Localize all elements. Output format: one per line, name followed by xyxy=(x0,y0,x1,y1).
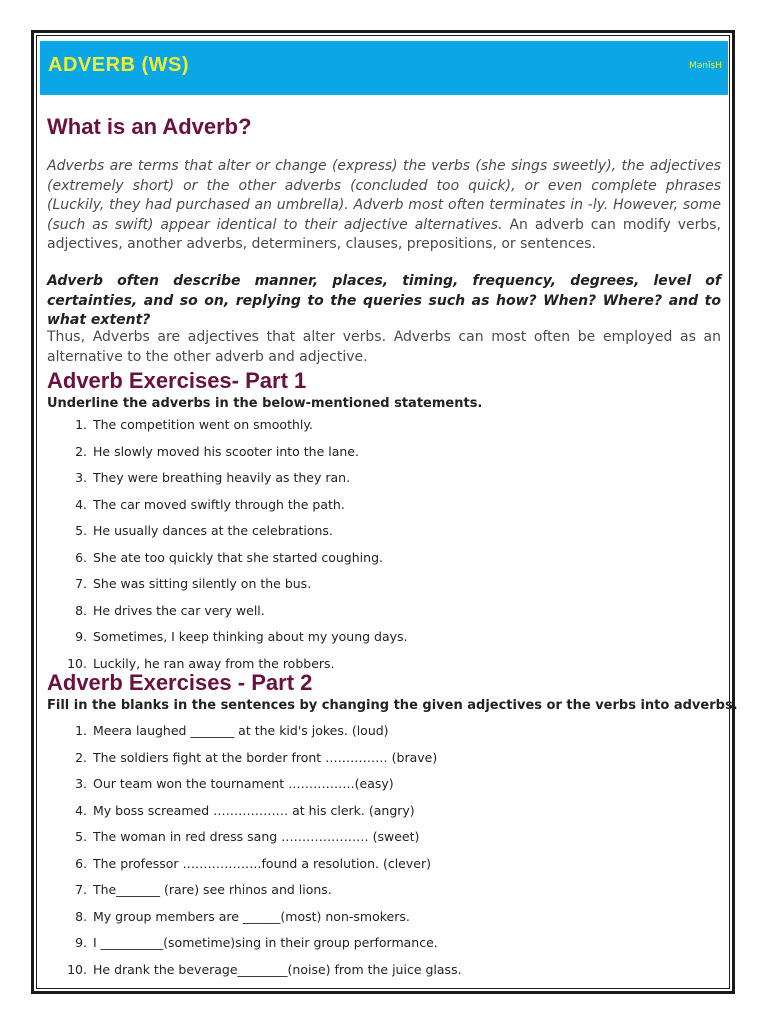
part2-list xyxy=(47,723,462,988)
list-item-number: 4. xyxy=(75,802,87,818)
list-item xyxy=(47,776,462,803)
list-item-number: 7. xyxy=(75,576,87,591)
intro-paragraph-3: Thus, Adverbs are adjectives that alter verbs. Adverbs can most often be employed as an alternative to the other adverb and adjective. xyxy=(47,329,721,365)
intro-paragraph-1-plain: An adverb can modify verbs, adjectives, another adverbs, determiners, clauses, prepositions, or sentences. xyxy=(47,216,722,252)
list-item xyxy=(47,909,462,936)
list-item xyxy=(47,935,462,962)
list-item-text: My boss screamed ……………… at his clerk. (angry) xyxy=(93,802,415,818)
list-item-number: 10. xyxy=(67,961,87,977)
list-item-number: 2. xyxy=(75,749,87,765)
list-item-number: 4. xyxy=(75,496,87,512)
list-item-text: She was sitting silently on the bus. xyxy=(93,576,312,591)
list-item-number: 2. xyxy=(75,443,87,459)
list-item-number: 6. xyxy=(75,855,87,871)
list-item-number: 3. xyxy=(75,776,87,791)
list-item-text: Luckily, he ran away from the robbers. xyxy=(93,655,335,671)
list-item-number: 5. xyxy=(75,523,87,538)
list-item xyxy=(47,523,408,550)
list-item-text: He usually dances at the celebrations. xyxy=(93,523,333,538)
list-item-text: He drank the beverage________(noise) from the juice glass. xyxy=(93,961,462,977)
list-item xyxy=(47,629,408,656)
list-item-text: The professor ……………….found a resolution. (clever) xyxy=(93,855,431,871)
list-item-text: Sometimes, I keep thinking about my young days. xyxy=(93,629,408,644)
list-item-text: The woman in red dress sang ………………… (sweet) xyxy=(93,829,420,844)
list-item xyxy=(47,576,408,603)
intro-paragraph-1 xyxy=(47,157,721,255)
list-item-text: He drives the car very well. xyxy=(93,602,265,618)
list-item xyxy=(47,803,462,830)
list-item xyxy=(47,470,408,497)
list-item-text: They were breathing heavily as they ran. xyxy=(93,470,351,485)
list-item-text: The soldiers fight at the border front …………… (brave) xyxy=(93,749,438,765)
list-item xyxy=(47,603,408,630)
list-item-text: She ate too quickly that she started coughing. xyxy=(93,549,383,565)
list-item-text: Our team won the tournament …………….(easy) xyxy=(93,776,394,791)
part1-instruction: Underline the adverbs in the below-mentioned statements. xyxy=(47,396,483,411)
intro-heading: What is an Adverb? xyxy=(47,114,252,139)
list-item xyxy=(47,882,462,909)
part1-list xyxy=(47,417,408,682)
list-item-text: Meera laughed _______ at the kid's jokes. (loud) xyxy=(93,723,389,738)
worksheet-title: ADVERB (WS) xyxy=(48,54,190,76)
list-item-number: 10. xyxy=(67,655,87,671)
list-item-number: 5. xyxy=(75,829,87,844)
intro-paragraph-1-italic: Adverbs are terms that alter or change (express) the verbs (she sings sweetly), the adjectives (extremely short) or the other adverbs (concluded too quick), or even complete phrases (Luckily, they had purchased an umbrella). Adverb most often terminates in -ly. However, some (such as swift) appear identical to their adjective alternatives. xyxy=(47,158,721,233)
list-item xyxy=(47,723,462,750)
list-item-text: The_______ (rare) see rhinos and lions. xyxy=(93,882,332,897)
list-item-number: 9. xyxy=(75,935,87,950)
list-item xyxy=(47,750,462,777)
list-item-text: I __________(sometime)sing in their group performance. xyxy=(93,935,438,950)
part2-heading: Adverb Exercises - Part 2 xyxy=(47,670,313,695)
list-item-number: 6. xyxy=(75,549,87,565)
list-item-text: He slowly moved his scooter into the lane. xyxy=(93,443,359,459)
list-item-number: 3. xyxy=(75,470,87,485)
intro-paragraph-2: Adverb often describe manner, places, timing, frequency, degrees, level of certainties, and so on, replying to the queries such as how? When? Where? and to what extent? xyxy=(47,273,721,328)
list-item xyxy=(47,444,408,471)
list-item-text: The car moved swiftly through the path. xyxy=(93,496,345,512)
list-item-number: 1. xyxy=(75,417,87,432)
author-signature: MənīṣH xyxy=(689,61,722,71)
list-item-number: 1. xyxy=(75,723,87,738)
list-item xyxy=(47,497,408,524)
list-item xyxy=(47,856,462,883)
list-item-number: 8. xyxy=(75,908,87,924)
list-item xyxy=(47,550,408,577)
list-item-text: The competition went on smoothly. xyxy=(93,417,313,432)
list-item-number: 8. xyxy=(75,602,87,618)
part2-instruction: Fill in the blanks in the sentences by changing the given adjectives or the verbs into adverbs. xyxy=(47,698,738,713)
list-item xyxy=(47,417,408,444)
list-item-number: 7. xyxy=(75,882,87,897)
list-item-number: 9. xyxy=(75,629,87,644)
list-item xyxy=(47,829,462,856)
list-item-text: My group members are ______(most) non-smokers. xyxy=(93,908,410,924)
part1-heading: Adverb Exercises- Part 1 xyxy=(47,368,307,393)
list-item xyxy=(47,962,462,989)
